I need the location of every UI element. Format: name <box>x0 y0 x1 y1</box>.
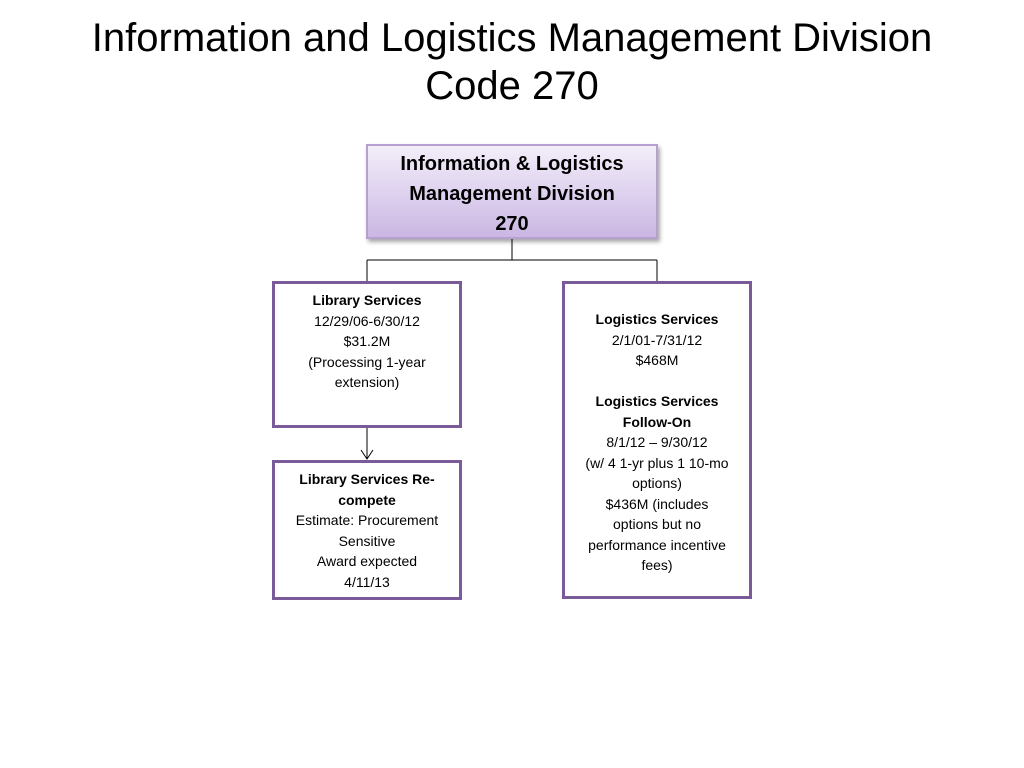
library-note1: (Processing 1-year <box>308 353 426 370</box>
slide-title-line2: Code 270 <box>425 64 599 108</box>
logistics-heading: Logistics Services <box>595 311 719 327</box>
logistics-services-box <box>562 281 752 599</box>
spacer <box>565 371 749 392</box>
followon-heading2: Follow-On <box>622 413 692 430</box>
library-dates: 12/29/06-6/30/12 <box>314 312 420 329</box>
recompete-heading1: Library Services Re- <box>299 471 435 487</box>
followon-value2: options but no <box>613 516 701 532</box>
recompete-award1: Award expected <box>316 553 418 569</box>
slide-title-line1: Information and Logistics Management Division <box>91 16 933 60</box>
followon-dates: 8/1/12 – 9/30/12 <box>606 434 708 450</box>
followon-options2: options) <box>632 475 682 491</box>
recompete-heading2: compete <box>338 491 396 508</box>
followon-value3: performance incentive <box>588 536 726 553</box>
followon-options1: (w/ 4 1-yr plus 1 10-mo <box>585 454 729 471</box>
division-root-box <box>366 144 658 239</box>
logistics-dates: 2/1/01-7/31/12 <box>611 331 703 348</box>
followon-heading1: Logistics Services <box>595 393 719 409</box>
recompete-estimate1: Estimate: Procurement <box>295 512 439 528</box>
followon-value4: fees) <box>641 557 673 573</box>
library-value: $31.2M <box>343 333 391 349</box>
logistics-value: $468M <box>635 352 679 368</box>
followon-value1: $436M (includes <box>605 495 709 512</box>
root-line3: 270 <box>495 213 529 235</box>
root-line1: Information & Logistics <box>400 153 624 175</box>
library-note2: extension) <box>334 374 400 390</box>
library-recompete-box <box>272 460 462 600</box>
root-line2: Management Division <box>409 183 615 205</box>
recompete-award2: 4/11/13 <box>344 573 390 590</box>
library-services-box <box>272 281 462 428</box>
recompete-estimate2: Sensitive <box>338 532 396 549</box>
library-heading: Library Services <box>312 292 422 308</box>
